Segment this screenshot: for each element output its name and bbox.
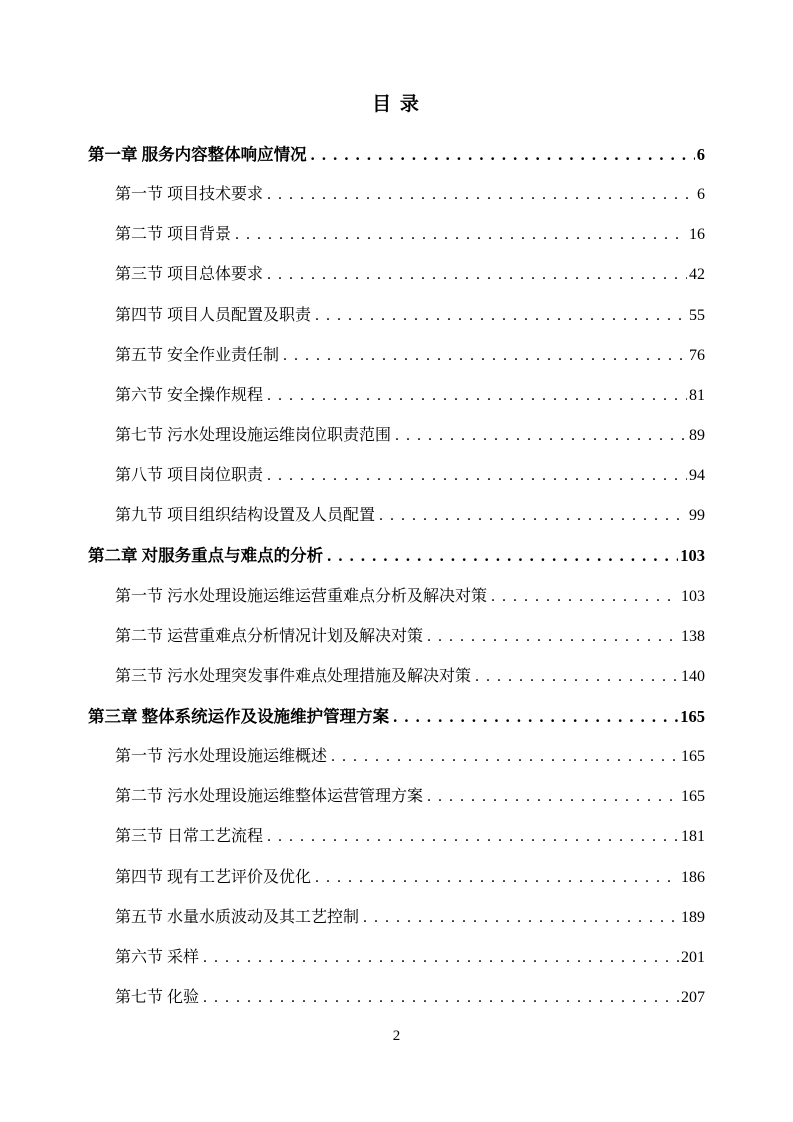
toc-section-row[interactable] (88, 296, 705, 336)
page-number: 2 (392, 1028, 401, 1044)
toc-entry-label: 第三章 整体系统运作及设施维护管理方案 (88, 706, 390, 726)
dot-leader (427, 617, 679, 657)
toc-section-row[interactable] (88, 938, 705, 978)
toc-entry-page: 94 (689, 467, 705, 485)
dot-leader (395, 416, 687, 456)
toc-entry-label: 第六节 采样 (115, 948, 200, 966)
toc-section-row[interactable] (88, 175, 705, 215)
toc-entry-label: 第三节 污水处理突发事件难点处理措施及解决对策 (115, 667, 472, 685)
toc-entry-label: 第一节 污水处理设施运维概述 (115, 748, 328, 766)
toc-entry-label: 第七节 污水处理设施运维岗位职责范围 (115, 426, 392, 444)
toc-entry-label: 第二节 运营重难点分析情况计划及解决对策 (115, 627, 424, 645)
toc-entry-page: 186 (681, 868, 705, 886)
dot-leader (267, 817, 679, 857)
toc-entry-label: 第一节 污水处理设施运维运营重难点分析及解决对策 (115, 587, 488, 605)
toc-entry-page: 76 (689, 346, 705, 364)
dot-leader (267, 456, 687, 496)
toc-entry-page: 99 (689, 507, 705, 525)
toc-entry-page: 103 (681, 587, 705, 605)
toc-entry-page: 140 (681, 667, 705, 685)
dot-leader (311, 135, 695, 175)
toc-entry-label: 第一章 服务内容整体响应情况 (88, 145, 307, 164)
toc-entry-label: 第九节 项目组织结构设置及人员配置 (115, 507, 376, 525)
toc-chapter-row[interactable] (88, 697, 705, 737)
toc-section-row[interactable] (88, 416, 705, 456)
toc-entry-label: 第七节 化验 (115, 988, 200, 1006)
dot-leader (267, 255, 687, 295)
toc-entry-page: 207 (681, 988, 705, 1006)
dot-leader (327, 536, 678, 576)
toc-entry-label: 第五节 安全作业责任制 (115, 346, 280, 364)
toc-entry-label: 第二节 项目背景 (115, 226, 232, 244)
dot-leader (235, 215, 687, 255)
toc-section-row[interactable] (88, 858, 705, 898)
dot-leader (491, 577, 679, 617)
toc-section-row[interactable] (88, 577, 705, 617)
toc-entry-label: 第二章 对服务重点与难点的分析 (88, 546, 324, 566)
toc-entry-label: 第二节 污水处理设施运维整体运营管理方案 (115, 788, 424, 806)
dot-leader (315, 858, 679, 898)
toc-entry-page: 16 (689, 226, 705, 244)
dot-leader (203, 938, 679, 978)
toc-section-row[interactable] (88, 978, 705, 1018)
toc-section-row[interactable] (88, 336, 705, 376)
toc-entry-page: 6 (696, 145, 705, 164)
toc-section-row[interactable] (88, 255, 705, 295)
toc-entry-label: 第四节 项目人员配置及职责 (115, 306, 312, 324)
dot-leader (315, 296, 687, 336)
toc-entry-page: 181 (681, 828, 705, 846)
dot-leader (475, 657, 679, 697)
dot-leader (267, 175, 695, 215)
dot-leader (427, 777, 679, 817)
toc-section-row[interactable] (88, 657, 705, 697)
toc-entry-page: 165 (681, 788, 705, 806)
toc-entry-page: 165 (680, 706, 705, 726)
toc-section-row[interactable] (88, 496, 705, 536)
dot-leader (379, 496, 687, 536)
toc-entry-page: 201 (681, 948, 705, 966)
toc-section-row[interactable] (88, 777, 705, 817)
toc-chapter-row[interactable] (88, 536, 705, 576)
toc-chapter-row[interactable] (88, 135, 705, 175)
toc-entry-page: 89 (689, 426, 705, 444)
toc-section-row[interactable] (88, 376, 705, 416)
toc-entry-page: 103 (680, 546, 705, 566)
dot-leader (283, 336, 687, 376)
dot-leader (393, 697, 678, 737)
toc-entry-label: 第六节 安全操作规程 (115, 386, 264, 404)
toc-entry-page: 189 (681, 908, 705, 926)
dot-leader (267, 376, 687, 416)
toc-entry-page: 165 (681, 748, 705, 766)
toc-entry-label: 第五节 水量水质波动及其工艺控制 (115, 908, 360, 926)
toc-entry-label: 第八节 项目岗位职责 (115, 467, 264, 485)
toc-entry-page: 42 (689, 266, 705, 284)
toc-entry-label: 第三节 项目总体要求 (115, 266, 264, 284)
dot-leader (331, 737, 679, 777)
toc-entry-label: 第一节 项目技术要求 (115, 186, 264, 204)
toc-entry-page: 81 (689, 386, 705, 404)
toc-entry-page: 6 (697, 186, 705, 204)
toc-section-row[interactable] (88, 617, 705, 657)
toc-entry-page: 138 (681, 627, 705, 645)
toc-section-row[interactable] (88, 456, 705, 496)
dot-leader (203, 978, 679, 1018)
toc-title: 目 录 (372, 94, 421, 115)
toc-entry-label: 第三节 日常工艺流程 (115, 828, 264, 846)
toc-section-row[interactable] (88, 898, 705, 938)
toc-section-row[interactable] (88, 215, 705, 255)
toc-section-row[interactable] (88, 817, 705, 857)
dot-leader (363, 898, 679, 938)
table-of-contents (88, 117, 705, 1018)
toc-entry-label: 第四节 现有工艺评价及优化 (115, 868, 312, 886)
toc-section-row[interactable] (88, 737, 705, 777)
toc-entry-page: 55 (689, 306, 705, 324)
